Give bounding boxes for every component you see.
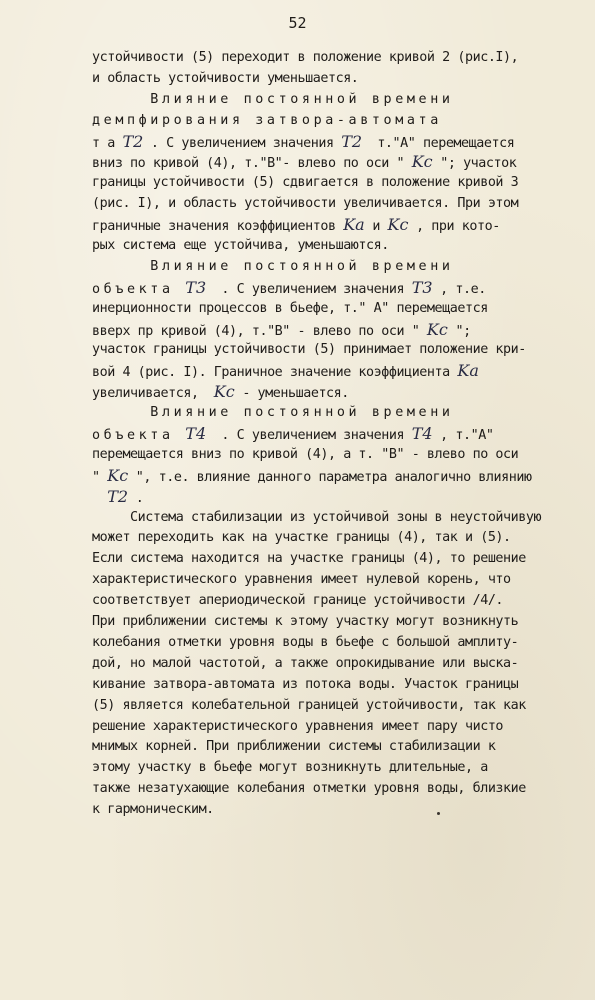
spaced-heading-text: объекта: [92, 281, 186, 297]
text-segment: этому участку в бьефе могут возникнуть длительные, а: [92, 760, 488, 776]
spaced-heading-text: Влияние постоянной времени: [92, 91, 454, 107]
handwritten-symbol: T3: [185, 277, 207, 297]
text-line: [92, 696, 562, 717]
text-line: [92, 173, 562, 194]
text-line: [92, 403, 562, 424]
text-segment: инерционности процессов в бьефе, т." А" перемещается: [92, 300, 488, 316]
text-line: [92, 549, 562, 570]
text-segment: (рис. I), и область устойчивости увеличивается. При этом: [92, 196, 519, 212]
text-line: [92, 445, 562, 466]
text-segment: ": [92, 469, 108, 485]
text-segment: - уменьшается.: [234, 386, 349, 402]
text-line: [92, 570, 562, 591]
body-text: [92, 48, 562, 821]
text-line: [92, 215, 562, 236]
text-segment: увеличивается,: [92, 386, 214, 402]
handwritten-symbol: Kc: [213, 382, 235, 402]
spaced-heading-text: Влияние постоянной времени: [92, 258, 454, 274]
text-line: [92, 236, 562, 257]
handwritten-symbol: Kc: [426, 319, 448, 339]
text-segment: При приближении системы к этому участку могут возникнуть: [92, 614, 519, 630]
text-line: [92, 487, 562, 508]
text-segment: и область устойчивости уменьшается.: [92, 70, 359, 86]
text-segment: , т.е.: [432, 281, 486, 297]
text-segment: рых система еще устойчива, уменьшаются.: [92, 238, 389, 254]
handwritten-symbol: T2: [341, 131, 363, 151]
text-line: [92, 633, 562, 654]
text-line: [92, 132, 562, 153]
text-line: [92, 466, 562, 487]
text-segment: , при кото-: [408, 219, 500, 235]
text-segment: и: [364, 219, 388, 235]
text-line: [92, 340, 562, 361]
text-line: [92, 361, 562, 382]
handwritten-symbol: T2: [122, 131, 144, 151]
text-line: [92, 717, 562, 738]
text-segment: т."А" перемещается: [362, 135, 515, 151]
handwritten-symbol: T4: [411, 424, 433, 444]
text-segment: , т."А": [432, 428, 494, 444]
spaced-heading-text: объекта: [92, 428, 186, 444]
text-line: [92, 424, 562, 445]
text-line: [92, 758, 562, 779]
text-line: [92, 299, 562, 320]
text-segment: ", т.е. влияние данного параметра аналогично влиянию: [128, 469, 532, 485]
text-segment: участок границы устойчивости (5) принимает положение кри-: [92, 342, 526, 358]
text-segment: т а: [92, 135, 123, 151]
text-segment: характеристического уравнения имеет нулевой корень, что: [92, 572, 511, 588]
text-segment: . С увеличением значения: [143, 135, 342, 151]
text-segment: к гармоническим.: [92, 802, 214, 818]
text-segment: .: [128, 490, 144, 506]
text-segment: граничные значения коэффициентов: [92, 219, 344, 235]
handwritten-symbol: Ka: [457, 361, 479, 381]
text-line: [92, 382, 562, 403]
text-segment: [92, 491, 107, 506]
text-segment: Если система находится на участке границы (4), то решение: [92, 551, 526, 567]
text-line: [92, 152, 562, 173]
text-segment: . С увеличением значения: [206, 428, 412, 444]
spaced-heading-text: Влияние постоянной времени: [92, 405, 454, 421]
text-line: [92, 591, 562, 612]
handwritten-symbol: Ka: [343, 215, 365, 235]
handwritten-symbol: Kc: [107, 465, 129, 485]
handwritten-symbol: Kc: [387, 215, 409, 235]
handwritten-symbol: T4: [185, 424, 207, 444]
text-line: [92, 737, 562, 758]
pencil-mark: [437, 812, 440, 815]
handwritten-symbol: Kc: [411, 152, 433, 172]
text-segment: "; участок: [432, 156, 517, 172]
page-number: 52: [288, 14, 307, 32]
text-line: [92, 90, 562, 111]
text-segment: вой 4 (рис. I). Граничное значение коэффициента: [92, 365, 458, 381]
text-segment: . С увеличением значения: [206, 281, 412, 297]
text-line: [92, 528, 562, 549]
text-line: [92, 69, 562, 90]
text-line: [92, 278, 562, 299]
text-segment: ";: [447, 323, 471, 339]
text-line: [92, 654, 562, 675]
text-segment: может переходить как на участке границы (4), так и (5).: [92, 530, 511, 546]
text-line: [92, 508, 562, 529]
text-line: [92, 675, 562, 696]
text-segment: устойчивости (5) переходит в положение кривой 2 (рис.I),: [92, 50, 519, 65]
text-segment: перемещается вниз по кривой (4), а т. "В" - влево по оси: [92, 446, 519, 462]
handwritten-symbol: T2: [107, 486, 129, 506]
text-line: [92, 111, 562, 132]
text-line: [92, 612, 562, 633]
text-segment: мнимых корней. При приближении системы стабилизации к: [92, 739, 496, 755]
text-line: [92, 48, 562, 69]
text-segment: также незатухающие колебания отметки уровня воды, близкие: [92, 781, 526, 797]
text-segment: дой, но малой частотой, а также опрокидывание или выска-: [92, 655, 519, 671]
text-segment: вниз по кривой (4), т."В"- влево по оси ": [92, 156, 412, 172]
text-segment: кивание затвора-автомата из потока воды. Участок границы: [92, 676, 519, 692]
text-segment: соответствует апериодической границе устойчивости /4/.: [92, 593, 504, 609]
text-line: [92, 257, 562, 278]
text-segment: колебания отметки уровня воды в бьефе с большой амплиту-: [92, 634, 519, 650]
text-segment: решение характеристического уравнения имеет пару чисто: [92, 718, 504, 734]
text-line: [92, 800, 562, 821]
text-segment: (5) является колебательной границей устойчивости, так как: [92, 697, 526, 713]
text-line: [92, 779, 562, 800]
text-segment: границы устойчивости (5) сдвигается в положение кривой 3: [92, 175, 519, 191]
spaced-heading-text: демпфирования затвора-автомата: [92, 112, 442, 128]
text-segment: вверх пр кривой (4), т."В" - влево по оси ": [92, 323, 427, 339]
handwritten-symbol: T3: [411, 277, 433, 297]
text-segment: Система стабилизации из устойчивой зоны в неустойчивую: [92, 509, 542, 525]
text-line: [92, 194, 562, 215]
text-line: [92, 320, 562, 341]
